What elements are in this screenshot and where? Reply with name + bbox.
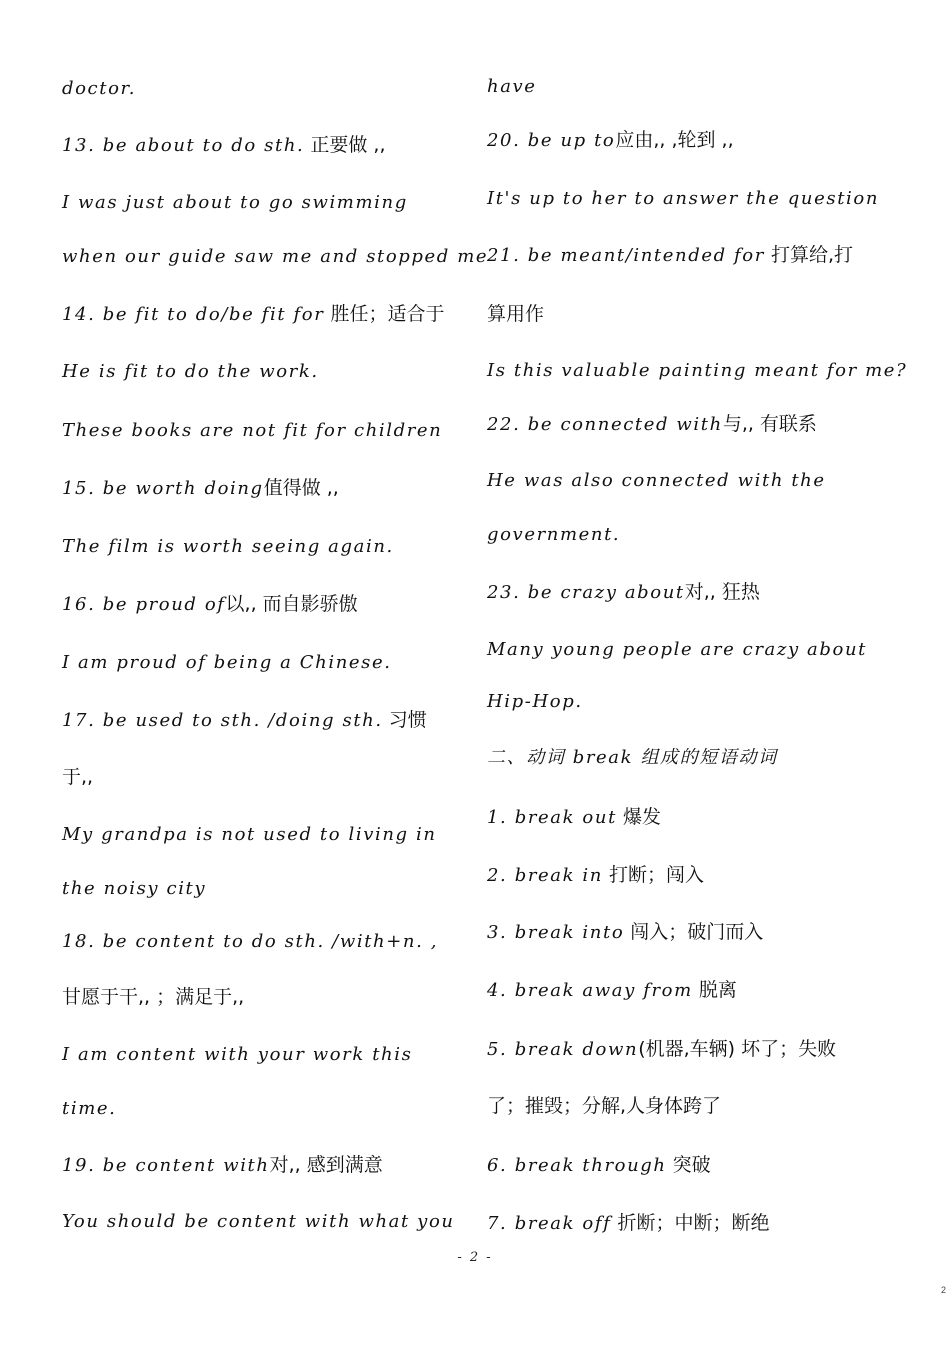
text-line [487, 978, 737, 1002]
text-line [62, 418, 442, 442]
chinese-text: 突破 [666, 1154, 711, 1176]
english-text: 3. break into [487, 922, 625, 943]
text-line [62, 534, 394, 558]
english-text: He was also connected with the [487, 470, 826, 491]
text-line [62, 1209, 455, 1233]
english-text: 15. be worth doing [62, 478, 264, 499]
chinese-text: 打算给,打 [764, 244, 854, 266]
english-text: 17. be used to sth. /doing sth. [62, 710, 383, 731]
english-text: It's up to her to answer the question [487, 188, 880, 209]
english-text: have [487, 76, 537, 97]
text-line [487, 1211, 769, 1235]
text-line [487, 186, 879, 210]
text-line [487, 863, 704, 887]
text-line [487, 468, 826, 492]
english-text: 16. be proud of [62, 594, 226, 615]
chinese-text: 于,, [62, 766, 94, 788]
chinese-text: 正要做 ,, [304, 134, 386, 156]
english-text: 23. be crazy about [487, 582, 685, 603]
text-line [62, 650, 392, 674]
text-line [62, 190, 408, 214]
text-line [487, 637, 867, 661]
english-text: These books are not fit for children [62, 420, 443, 441]
text-line [487, 522, 620, 546]
english-text: I am proud of being a Chinese. [62, 652, 392, 673]
english-text: 4. break away from [487, 980, 693, 1001]
text-line [62, 76, 136, 100]
english-text: 20. be up to [487, 130, 616, 151]
chinese-text: 值得做 ,, [263, 477, 339, 499]
text-line [62, 302, 444, 326]
chinese-text: 以,, 而自影骄傲 [225, 593, 358, 615]
english-text: 2. break in [487, 865, 603, 886]
english-text: Is this valuable painting meant for me? [487, 360, 908, 381]
text-line [487, 243, 853, 267]
text-line [62, 1042, 412, 1066]
english-text: 5. break down [487, 1039, 639, 1060]
text-line [487, 745, 778, 769]
text-line [487, 1153, 711, 1177]
english-text: 二、动词 break 组成的短语动词 [487, 747, 778, 768]
english-text: 22. be connected with [487, 414, 723, 435]
text-line [62, 592, 358, 616]
english-text: 21. be meant/intended for [487, 245, 765, 266]
text-line [62, 359, 319, 383]
english-text: 19. be content with [62, 1155, 270, 1176]
english-text: He is fit to do the work. [62, 361, 319, 382]
text-line [62, 1096, 116, 1120]
text-line [62, 708, 427, 732]
english-text: My grandpa is not used to living in [62, 824, 437, 845]
text-line [62, 822, 437, 846]
text-line [487, 412, 817, 436]
english-text: I am content with your work this [62, 1044, 413, 1065]
text-line [487, 920, 763, 944]
english-text: Hip-Hop. [487, 691, 583, 712]
english-text: government. [487, 524, 621, 545]
text-line [62, 133, 386, 157]
text-line [487, 805, 661, 829]
corner-page-number: 2 [941, 1285, 947, 1295]
english-text: doctor. [62, 78, 137, 99]
english-text: 6. break through [487, 1155, 667, 1176]
text-line [62, 476, 339, 500]
chinese-text: 甘愿于干,, ；满足于,, [62, 986, 245, 1008]
english-text: 14. be fit to do/be fit for [62, 304, 325, 325]
text-line [62, 985, 244, 1009]
text-line [487, 128, 734, 152]
chinese-text: 习惯 [382, 709, 427, 731]
english-text: I was just about to go swimming [62, 192, 408, 213]
english-text: when our guide saw me and stopped me [62, 246, 489, 267]
text-line [487, 689, 583, 713]
english-text: Many young people are crazy about [487, 639, 867, 660]
english-text: time. [62, 1098, 117, 1119]
english-text: the noisy city [62, 878, 207, 899]
chinese-text: 应由,, ,轮到 ,, [615, 129, 734, 151]
text-line [62, 244, 488, 268]
text-line [62, 765, 93, 789]
chinese-text: 与,, 有联系 [722, 413, 817, 435]
text-line [62, 929, 438, 953]
english-text: 13. be about to do sth. [62, 135, 305, 156]
text-line [487, 74, 537, 98]
chinese-text: 对,, 感到满意 [269, 1154, 383, 1176]
text-line [487, 1094, 721, 1118]
english-text: You should be content with what you [62, 1211, 455, 1232]
chinese-text: 算用作 [487, 303, 545, 325]
text-line [487, 580, 760, 604]
chinese-text: 对,, 狂热 [684, 581, 760, 603]
chinese-text: 打断；闯入 [603, 864, 705, 886]
english-text: 18. be content to do sth. /with+n. , [62, 931, 439, 952]
english-text: 7. break off [487, 1213, 612, 1234]
chinese-text: 爆发 [616, 806, 661, 828]
page-number: - 2 - [457, 1250, 493, 1265]
chinese-text: 脱离 [692, 979, 737, 1001]
text-line [487, 1037, 836, 1061]
chinese-text: 胜任；适合于 [324, 303, 445, 325]
chinese-text: 折断；中断；断绝 [611, 1212, 770, 1234]
english-text: 1. break out [487, 807, 617, 828]
text-line [487, 358, 907, 382]
chinese-text: (机器,车辆) 坏了；失败 [638, 1038, 837, 1060]
chinese-text: 了；摧毁；分解,人身体跨了 [487, 1095, 722, 1117]
text-line [487, 302, 544, 326]
text-line [62, 1153, 383, 1177]
text-line [62, 876, 206, 900]
english-text: The film is worth seeing again. [62, 536, 394, 557]
chinese-text: 闯入；破门而入 [624, 921, 764, 943]
